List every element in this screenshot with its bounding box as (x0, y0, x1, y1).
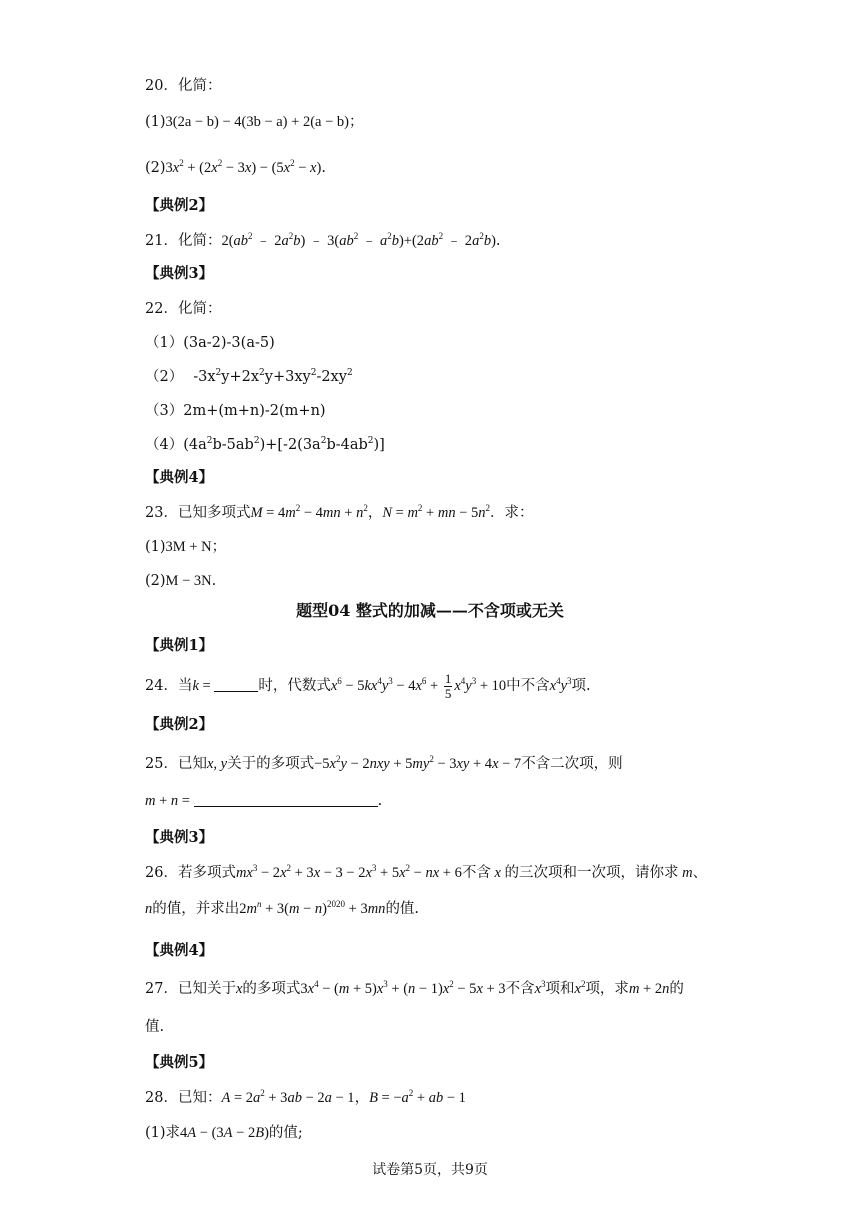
answer-blank[interactable] (214, 677, 258, 692)
q27-expression: $3x^4 - (m + 5)x^3 + (n - 1)x^2 - 5x + 3$ (300, 979, 506, 997)
question-23-part-1: (1)3M + N； (145, 539, 227, 555)
question-22-part-4: $(4)(4a^2b-5ab^2)+[-2(3a^2b-4ab^2)]$ (145, 436, 385, 453)
question-20-part-1: (1)3(2a − b) − 4(3b − a) + 2(a − b)； (145, 114, 364, 130)
example-label: 【典例4】 (145, 942, 214, 959)
q26-target-expression: $2m^n + 3(m - n)^{2020} + 3mn$ (239, 899, 386, 917)
question-26-line-2: n的值，并求出$2m^n + 3(m - n)^{2020} + 3mn$的值. (145, 899, 420, 917)
question-25-line-2: m + n = . (145, 793, 383, 809)
question-27-line-1: 27．已知关于x的多项式$3x^4 - (m + 5)x^3 + (n - 1)x^2 - 5x + 3$不含$x^3$项和$x^2$项，求m + 2n的 (145, 979, 684, 997)
example-label: 【典例2】 (145, 716, 214, 733)
question-22-part-3: （3）2m+(m+n)-2(m+n) (145, 403, 326, 419)
question-25-line-1: 25．已知x, y关于的多项式$-5x^2y - 2nxy + 5my^2 - 3xy + 4x - 7$不含二次项，则 (145, 754, 623, 772)
q20-p1-expression: 3(2a − b) − 4(3b − a) + 2(a − b) (165, 114, 349, 130)
q23-n-definition: $N = m^2$ + mn − $5n^2$ (382, 503, 491, 521)
question-23: 23．已知多项式$M = 4m^2 - 4mn + n^2$，$N = m^2$ + mn − $5n^2$．求： (145, 503, 534, 521)
question-22-part-1: （1）(3a-2)-3(a-5) (145, 335, 275, 351)
example-label: 【典例1】 (145, 637, 214, 654)
question-23-part-2: (2)M − 3N. (145, 573, 217, 589)
q24-expression: $x^6 - 5kx^4y^3 - 4x^6$ + $\frac{1}{5}$ $x^4y^3 + 10$ (330, 671, 507, 702)
example-label: 【典例3】 (145, 829, 214, 846)
example-label: 【典例4】 (145, 469, 214, 486)
question-22-stem: 22．化简： (145, 301, 222, 317)
question-28-part-1: (1)求4A − (3A − 2B)的值; (145, 1125, 303, 1141)
answer-blank[interactable] (194, 792, 378, 807)
question-24: 24．当k = 时，代数式$x^6 - 5kx^4y^3 - 4x^6$ + $\frac{1}{5}$ $x^4y^3 + 10$中不含$x^4y^3$项. (145, 671, 591, 702)
question-22-part-2: （2） $-3x^2y+2x^2y+3xy^2-2xy^2$ (145, 368, 353, 385)
q28-a-definition: $A = 2a^2 + 3ab - 2a - 1$ (221, 1088, 355, 1106)
question-28: 28．已知：$A = 2a^2 + 3ab - 2a - 1$，$B = -a^2$ + ab − 1 (145, 1088, 466, 1106)
question-21: 21．化简：$2(ab^2$ ﹣ $2a^2b$) ﹣ $3(ab^2$ ﹣ $a^2b)+(2ab^2$ ﹣ $2a^2b$). (145, 231, 501, 249)
q28-p1-expression: 4A − (3A − 2B) (180, 1125, 269, 1141)
q23-m-definition: $M = 4m^2 - 4mn + n^2$ (250, 503, 368, 521)
example-label: 【典例3】 (145, 265, 214, 282)
example-label: 【典例2】 (145, 197, 214, 214)
question-27-line-2: 值. (145, 1019, 165, 1035)
q28-b-definition: $B = -a^2$ + ab − 1 (369, 1088, 466, 1106)
example-label: 【典例5】 (145, 1054, 214, 1071)
q25-expression: $-5x^2y - 2nxy + 5my^2 - 3xy + 4x - 7$ (314, 754, 522, 772)
section-heading: 题型04 整式的加减——不含项或无关 (296, 601, 564, 620)
question-20-stem: 20．化简： (145, 78, 222, 94)
q20-p2-expression: $3x^2 + (2x^2 - 3x) - (5x^2 - x)$ (165, 158, 322, 176)
page-footer: 试卷第5页，共9页 (372, 1162, 488, 1178)
q26-expression: $mx^3 - 2x^2 + 3x - 3 - 2x^3 + 5x^2$ − nx + 6 (235, 863, 462, 881)
question-26-line-1: 26．若多项式$mx^3 - 2x^2 + 3x - 3 - 2x^3 + 5x^2$ − nx + 6不含 x 的三次项和一次项，请你求 m、 (145, 863, 708, 881)
question-20-part-2: $(2)3x^2 + (2x^2 - 3x) - (5x^2 - x)$. (145, 158, 326, 176)
q21-expression: $2(ab^2$ ﹣ $2a^2b$) ﹣ $3(ab^2$ ﹣ $a^2b)+(2ab^2$ ﹣ $2a^2b$) (221, 231, 496, 249)
